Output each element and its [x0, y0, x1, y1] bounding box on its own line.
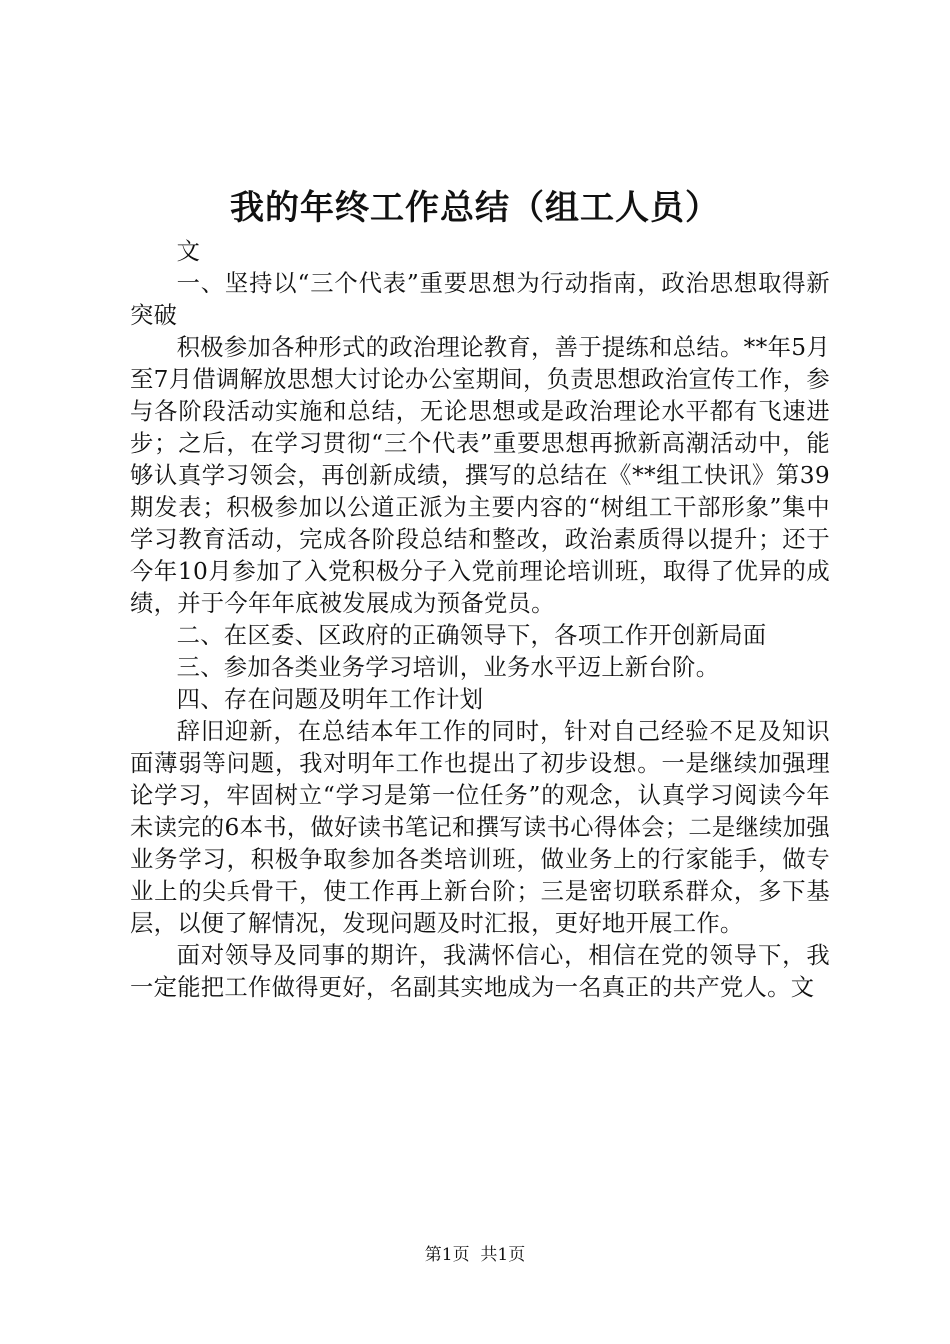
document-body	[130, 236, 830, 1004]
paragraph-plan: 辞旧迎新，在总结本年工作的同时，针对自己经验不足及知识面薄弱等问题，我对明年工作也提出了初步设想。一是继续加强理论学习，牢固树立“学习是第一位任务”的观念，认真学习阅读今年未读完的6本书，做好读书笔记和撰写读书心得体会；二是继续加强业务学习，积极争取参加各类培训班，做业务上的行家能手，做专业上的尖兵骨干，使工作再上新台阶；三是密切联系群众，多下基层，以便了解情况，发现问题及时汇报，更好地开展工作。	[130, 718, 830, 937]
paragraph-politics: 积极参加各种形式的政治理论教育，善于提练和总结。**年5月至7月借调解放思想大讨论办公室期间，负责思想政治宣传工作，参与各阶段活动实施和总结，无论思想或是政治理论水平都有飞速进步；之后，在学习贯彻“三个代表”重要思想再掀新高潮活动中，能够认真学习领会，再创新成绩，撰写的总结在《**组工快讯》第39期发表；积极参加以公道正派为主要内容的“树组工干部形象”集中学习教育活动，完成各阶段总结和整改，政治素质得以提升；还于今年10月参加了入党积极分子入党前理论培训班，取得了优异的成绩，并于今年年底被发展成为预备党员。	[130, 334, 830, 617]
paragraph-opening: 文	[176, 238, 201, 265]
section-heading-4: 四、存在问题及明年工作计划	[176, 686, 484, 713]
section-heading-2: 二、在区委、区政府的正确领导下，各项工作开创新局面	[176, 622, 767, 649]
paragraph-closing: 面对领导及同事的期许，我满怀信心，相信在党的领导下，我一定能把工作做得更好，名副其实地成为一名真正的共产党人。文	[130, 942, 830, 1001]
section-heading-1: 一、坚持以“三个代表”重要思想为行动指南，政治思想取得新突破	[130, 270, 830, 329]
document-title: 我的年终工作总结（组工人员）	[230, 188, 720, 228]
section-heading-3: 三、参加各类业务学习培训，业务水平迈上新台阶。	[176, 654, 720, 681]
page-number-footer: 第1页 共1页	[424, 1245, 526, 1265]
